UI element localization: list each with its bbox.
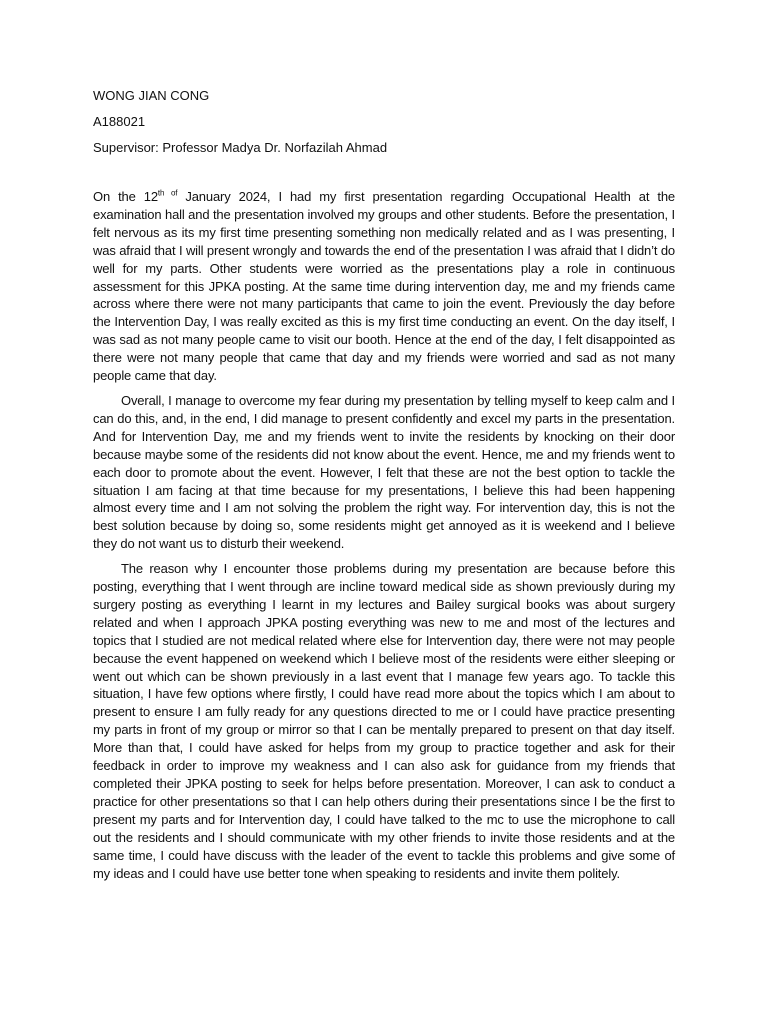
paragraph-1-rest: January 2024, I had my first presentation regarding Occupational Health at the examination hall and the presentation involved my groups and other students. Before the presentation, I felt nervous as its my first time presenting something non medically related and as I was presenting, I was afraid that I will present wrongly and towards the end of the presentation I was afraid that I didn’t do well for my parts. Other students were worried as the presentations play a role in continuous assessment for this JPKA posting. At the same time during intervention day, me and my friends came across where there were not many participants that came to join the event. Previously the day before the Intervention Day, I was really excited as this is my first time conducting an event. On the day itself, I was sad as not many people came to visit our booth. Hence at the end of the day, I felt disappointed as there were not many people that came that day and my friends were worried and sad as not many people came that day.: [93, 189, 675, 384]
paragraph-3: The reason why I encounter those problems during my presentation are because before this posting, everything that I went through are incline toward medical side as shown previously during my surgery posting as everything I learnt in my lectures and Bailey surgical books was about surgery related and when I approach JPKA posting everything was new to me and most of the lectures and topics that I studied are not medical related where else for Intervention day, there were not may people because the event happened on weekend which I believe most of the residents were either sleeping or went out which can be shown previously in a last event that I manage few years ago. To tackle this situation, I have few options where firstly, I could have read more about the topics which I am about to present to ensure I am fully ready for any questions directed to me or I could have practice presenting my parts in front of my group or mirror so that I can be mentally prepared to present on that day itself. More than that, I could have asked for helps from my group to practice together and ask for their feedback in order to improve my weakness and I can also ask for guidance from my friends that completed their JPKA posting to seek for helps before presentation. Moreover, I can ask to conduct a practice for other presentations so that I can help others during their presentations since I be the first to present my parts and for Intervention day, I could have talked to the mc to use the microphone to call out the residents and I should communicate with my other friends to invite those residents and at the same time, I could have discuss with the leader of the event to tackle this problems and give some of my ideas and I could have use better tone when speaking to residents and invite them politely.: [93, 561, 675, 881]
document-page: [93, 87, 675, 889]
paragraph-1: [93, 188, 675, 385]
paragraph-2: Overall, I manage to overcome my fear during my presentation by telling myself to keep calm and I can do this, and, in the end, I did manage to present confidently and excel my parts in the presentation. And for Intervention Day, me and my friends went to invite the residents by knocking on their door because maybe some of the residents did not know about the event. Hence, me and my friends went to each door to promote about the event. However, I felt that these are not the best option to tackle the situation I am facing at that time because for my presentations, I believe this had been happening almost every time and I am not solving the problem the right way. For intervention day, this is not the best solution because by doing so, some residents might get annoyed as it is weekend and I believe they do not want us to disturb their weekend.: [93, 392, 675, 552]
paragraph-1-lead: On the 12: [93, 189, 158, 204]
supervisor-line: Supervisor: Professor Madya Dr. Norfazilah Ahmad: [93, 140, 388, 155]
author-name: WONG JIAN CONG: [93, 88, 210, 103]
paragraph-1-superscript: th of: [157, 188, 178, 198]
student-id: A188021: [93, 114, 146, 129]
